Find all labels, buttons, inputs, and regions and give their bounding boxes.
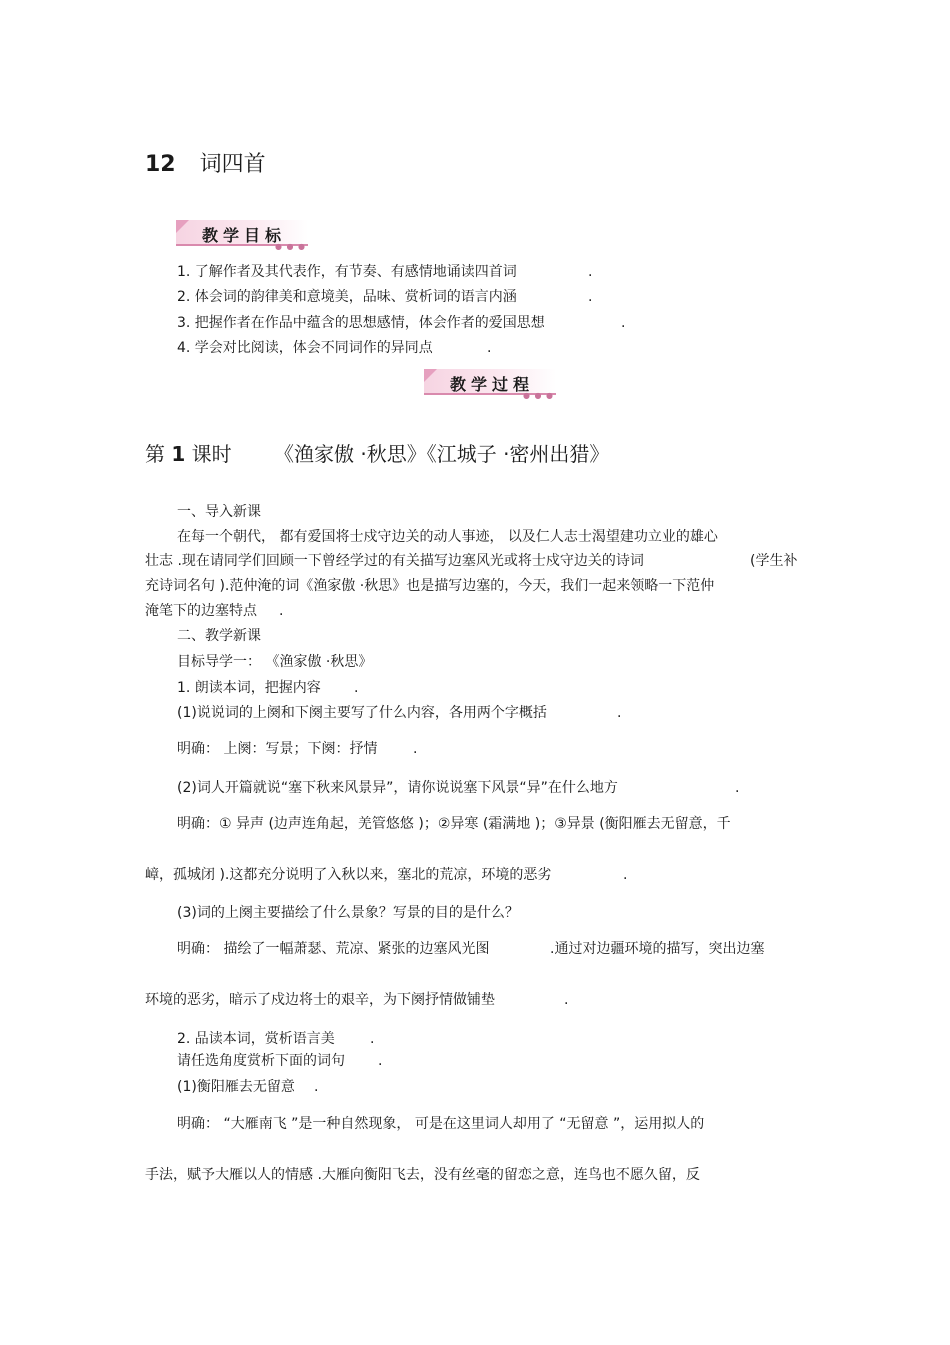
section-heading: 二、教学新课 <box>177 628 261 644</box>
question: 2. 品读本词，赏析语言美 <box>177 1031 335 1047</box>
period: . <box>621 315 626 331</box>
paragraph-line: 在每一个朝代， 都有爱国将士戍守边关的动人事迹， 以及仁人志士渴望建功立业的雄心 <box>177 529 718 545</box>
period: . <box>617 705 622 721</box>
paragraph-line: 淹笔下的边塞特点 <box>145 603 257 619</box>
period: . <box>588 289 593 305</box>
period: . <box>623 867 628 883</box>
objective-item: 4. 学会对比阅读，体会不同词作的异同点 <box>177 340 433 356</box>
question: 请任选角度赏析下面的词句 <box>177 1053 345 1069</box>
lesson-title: 第 1 课时 《渔家傲 ·秋思》《江城子 ·密州出猎》 <box>145 442 610 466</box>
objective-item: 3. 把握作者在作品中蕴含的思想感情，体会作者的爱国思想 <box>177 315 545 331</box>
process-badge-label: 教学过程 <box>450 375 535 394</box>
objectives-badge: 教学目标 ● ● ● <box>176 220 308 246</box>
objectives-badge-label: 教学目标 <box>202 226 287 245</box>
objective-item: 1. 了解作者及其代表作，有节奏、有感情地诵读四首词 <box>177 264 517 280</box>
section-heading: 一、导入新课 <box>177 504 261 520</box>
answer: 明确：① 异声 (边声连角起，羌管悠悠 )；②异寒 (霜满地 )；③异景 (衡阳雁去无留意，千 <box>177 816 731 832</box>
answer: 明确： “大雁南飞 ”是一种自然现象， 可是在这里词人却用了 “无留意 ”，运用拟人的 <box>177 1116 705 1132</box>
paragraph-line: 壮志 .现在请同学们回顾一下曾经学过的有关描写边塞风光或将士戍守边关的诗词 <box>145 553 644 569</box>
question: (2)词人开篇就说“塞下秋来风景异”，请你说说塞下风景“异”在什么地方 <box>177 780 618 796</box>
process-badge: 教学过程 ● ● ● <box>424 369 556 395</box>
period: . <box>370 1031 375 1047</box>
period: . <box>588 264 593 280</box>
lesson-poem-titles: 《渔家傲 ·秋思》《江城子 ·密州出猎》 <box>274 442 610 466</box>
period: . <box>279 603 284 619</box>
answer: .通过对边疆环境的描写，突出边塞 <box>550 941 765 957</box>
lesson-number: 1 <box>171 442 186 466</box>
chapter-title <box>145 152 266 178</box>
question: (3)词的上阕主要描绘了什么景象？写景的目的是什么？ <box>177 905 519 921</box>
period: . <box>413 741 418 757</box>
answer: 明确： 描绘了一幅萧瑟、荒凉、紧张的边塞风光图 <box>177 941 490 957</box>
answer: 明确： 上阕：写景；下阕：抒情 <box>177 741 378 757</box>
question: (1)说说词的上阕和下阕主要写了什么内容，各用两个字概括 <box>177 705 547 721</box>
goal-heading: 目标导学一： 《渔家傲 ·秋思》 <box>177 654 373 670</box>
answer: 嶂，孤城闭 ).这都充分说明了入秋以来，塞北的荒凉，环境的恶劣 <box>145 867 552 883</box>
objective-item: 2. 体会词的韵律美和意境美，品味、赏析词的语言内涵 <box>177 289 517 305</box>
answer: 手法，赋予大雁以人的情感 .大雁向衡阳飞去，没有丝毫的留恋之意，连鸟也不愿久留，反 <box>145 1167 700 1183</box>
paragraph-line: 充诗词名句 ).范仲淹的词《渔家傲 ·秋思》也是描写边塞的，今天，我们一起来领略一下范仲 <box>145 578 715 594</box>
period: . <box>378 1053 383 1069</box>
chapter-name: 词四首 <box>199 152 266 177</box>
period: . <box>564 992 569 1008</box>
answer: 环境的恶劣，暗示了戍边将士的艰辛，为下阕抒情做铺垫 <box>145 992 495 1008</box>
period: . <box>487 340 492 356</box>
period: . <box>314 1079 319 1095</box>
period: . <box>735 780 740 796</box>
paragraph-line: (学生补 <box>750 553 798 569</box>
period: . <box>354 680 359 696</box>
question: (1)衡阳雁去无留意 <box>177 1079 295 1095</box>
chapter-number: 12 <box>145 152 176 177</box>
question: 1. 朗读本词，把握内容 <box>177 680 321 696</box>
